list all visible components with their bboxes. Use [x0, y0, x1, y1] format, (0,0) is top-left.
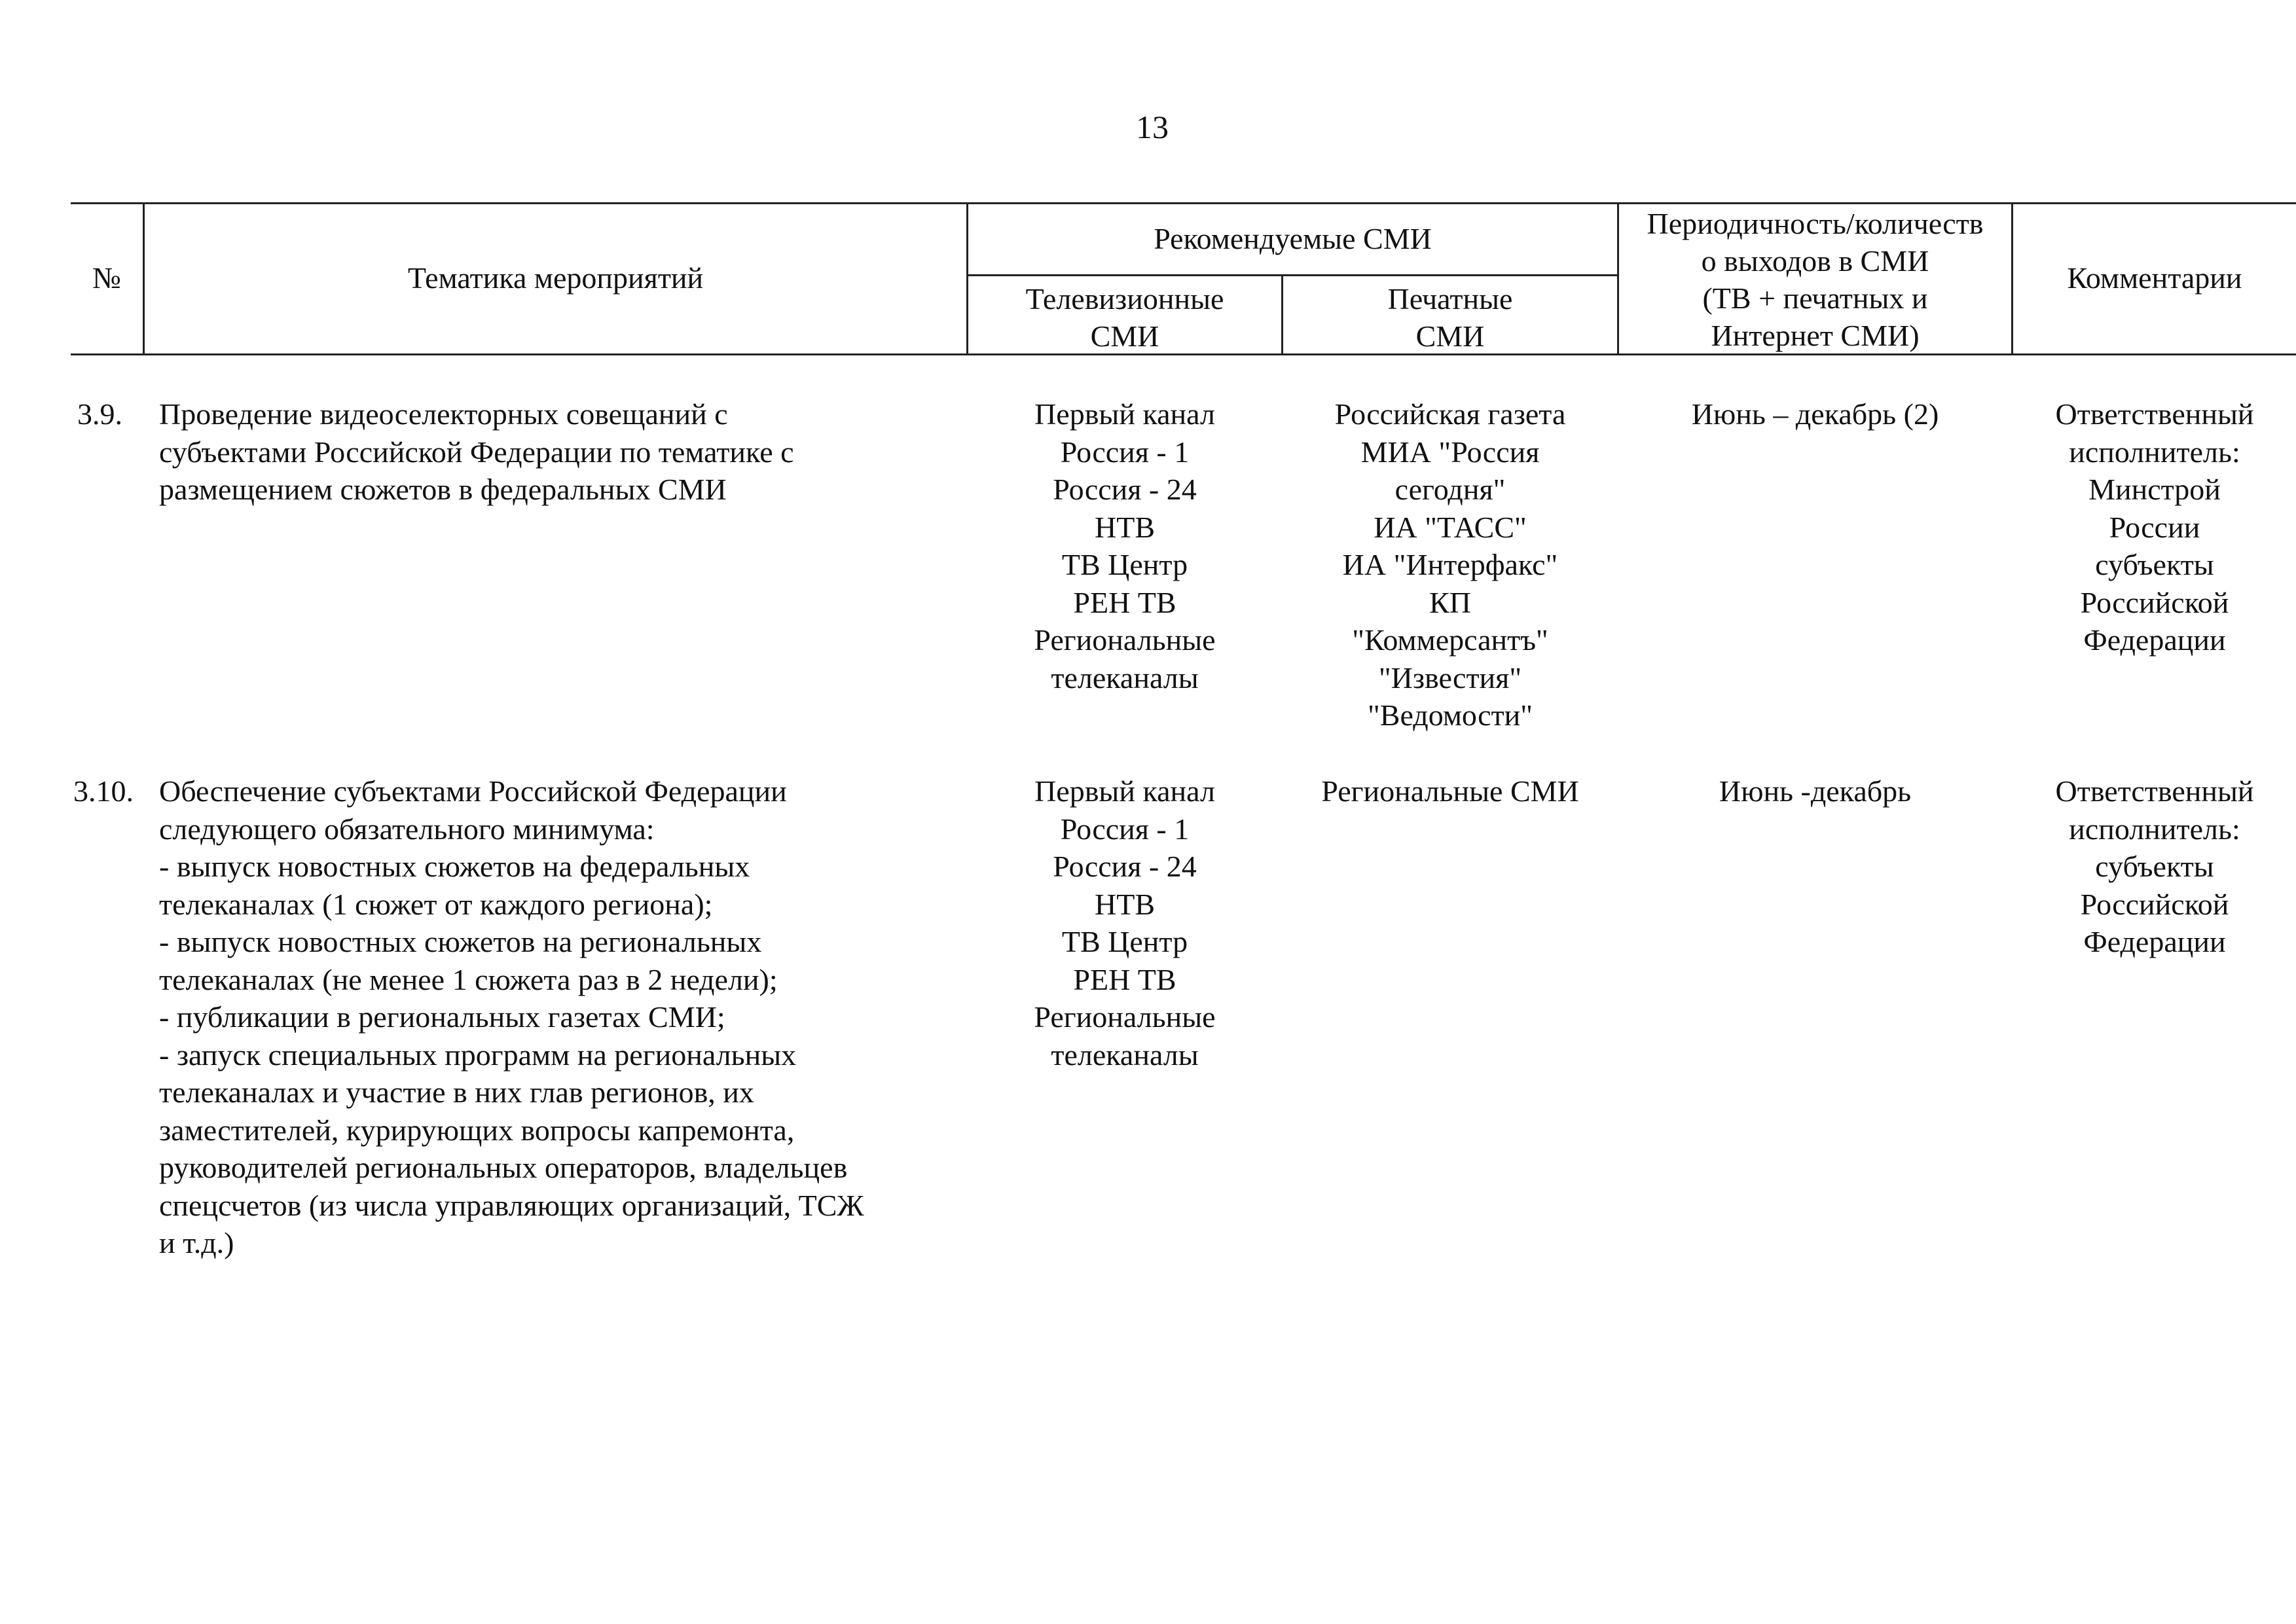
header-top-rule: [71, 202, 2296, 204]
header-periodicity: Периодичность/количеств о выходов в СМИ (ТВ + печатных и Интернет СМИ): [1647, 207, 1984, 352]
row-print-media: Российская газета МИА "Россия сегодня" ИА "ТАСС" ИА "Интерфакс" КП "Коммерсантъ" "Известия" "Ведомости": [1334, 397, 1566, 732]
row-print-media: Региональные СМИ: [1321, 774, 1579, 808]
row-tv-media: Первый канал Россия - 1 Россия - 24 НТВ ТВ Центр РЕН ТВ Региональные телеканалы: [1034, 774, 1216, 1072]
row-number: 3.10.: [73, 774, 134, 808]
header-tv-media: Телевизионные СМИ: [1025, 282, 1224, 353]
header-comments: Комментарии: [2067, 261, 2242, 295]
row-tv-media: Первый канал Россия - 1 Россия - 24 НТВ ТВ Центр РЕН ТВ Региональные телеканалы: [1034, 397, 1216, 695]
row-periodicity: Июнь -декабрь: [1719, 774, 1912, 808]
row-topic: Обеспечение субъектами Российской Федерации следующего обязательного минимума: - выпуск новостных сюжетов на федеральных телеканалах (1 сюжет от каждого региона); - выпуск новостных сюжетов на региональных телеканалах (не менее 1 сюжета раз в 2 недели); - публикации в региональных газетах СМИ; - запуск специальных программ на региональных телеканалах и участие в них глав регионов, их заместителей, курирующих вопросы капремонта, руководителей региональных операторов, владельцев спецсчетов (из числа управляющих организаций, ТСЖ и т.д.): [159, 774, 864, 1259]
row-number: 3.9.: [77, 397, 122, 431]
header-num: №: [92, 261, 121, 295]
header-topic: Тематика мероприятий: [407, 261, 704, 295]
header-recommended-media: Рекомендуемые СМИ: [1154, 222, 1432, 255]
header-print-media: Печатные СМИ: [1387, 282, 1513, 353]
row-topic: Проведение видеоселекторных совещаний с субъектами Российской Федерации по тематике с размещением сюжетов в федеральных СМИ: [159, 397, 794, 506]
page-number: 13: [1136, 109, 1169, 145]
header-mid-rule: [968, 274, 1619, 276]
row-comment: Ответственный исполнитель: субъекты Российской Федерации: [2055, 774, 2254, 958]
row-periodicity: Июнь – декабрь (2): [1691, 397, 1939, 431]
row-comment: Ответственный исполнитель: Минстрой России субъекты Российской Федерации: [2055, 397, 2254, 657]
